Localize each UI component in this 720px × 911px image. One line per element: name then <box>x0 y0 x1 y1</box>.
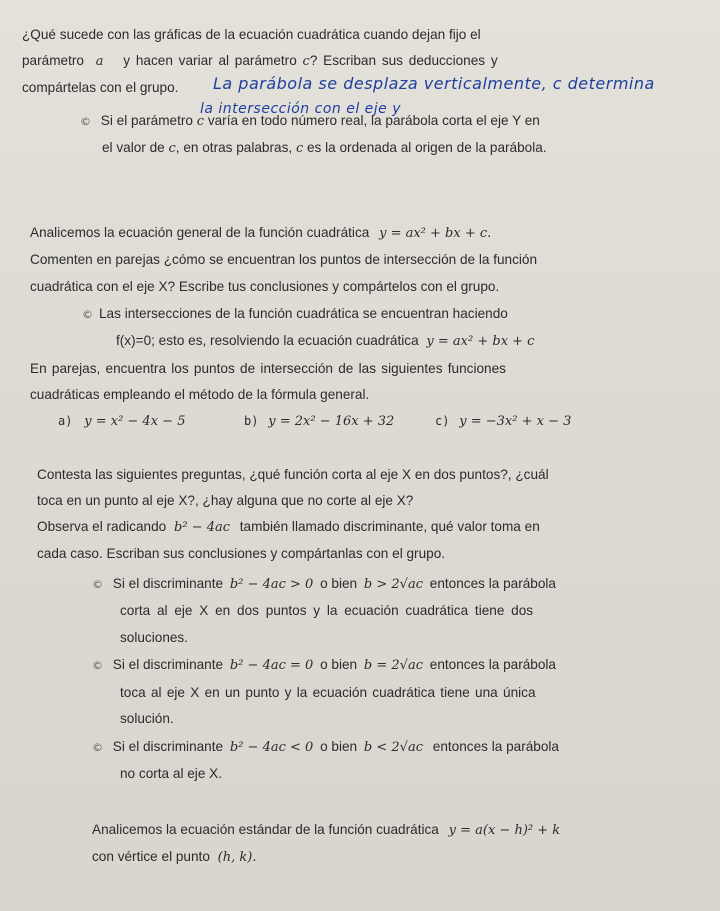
copyright-bullet-icon: © <box>80 115 91 128</box>
bullet-discriminant-negative-line-2: no corta al eje X. <box>120 766 223 781</box>
bullet-discriminant-zero-line-3: solución. <box>120 711 174 726</box>
bullet-intersections-line-2: f(x)=0; esto es, resolviendo la ecuación cuadrática y = ax² + bx + c <box>116 333 535 349</box>
pairs-instruction-line-1: En parejas, encuentra los puntos de intersección de las siguientes funciones <box>30 361 506 376</box>
handwritten-answer-line-2: la intersección con el eje y <box>200 101 402 117</box>
standard-equation-vertex: con vértice el punto (h, k). <box>92 849 257 865</box>
bullet-discriminant-zero-line-2: toca al eje X en un punto y la ecuación cuadrática tiene una única <box>120 685 536 700</box>
question-1-line-1: ¿Qué sucede con las gráficas de la ecuación cuadrática cuando dejan fijo el <box>22 27 481 42</box>
bullet-discriminant-positive-line-2: corta al eje X en dos puntos y la ecuación cuadrática tiene dos <box>120 603 534 618</box>
bullet-parameter-c-line-2: el valor de c, en otras palabras, c es la ordenada al origen de la parábola. <box>102 140 547 156</box>
copyright-bullet-icon: © <box>92 741 103 754</box>
question-1-line-2: parámetro a y hacen variar al parámetro c? Escriban sus deducciones y <box>22 53 498 69</box>
bullet-intersections-line-1: © Las intersecciones de la función cuadrática se encuentran haciendo <box>82 306 508 321</box>
pairs-question-line-1: Comenten en parejas ¿cómo se encuentran los puntos de intersección de la función <box>30 252 538 267</box>
discriminant-intro-line-1: Observa el radicando b² − 4ac también llamado discriminante, qué valor toma en <box>37 519 540 535</box>
handwritten-answer-line-1: La parábola se desplaza verticalmente, c determina <box>213 74 655 93</box>
pairs-instruction-line-2: cuadráticas empleando el método de la fórmula general. <box>30 387 370 402</box>
bullet-discriminant-negative-line-1: © Si el discriminante b² − 4ac < 0 o bien b < 2√ac entonces la parábola <box>92 739 559 755</box>
standard-equation-heading: Analicemos la ecuación estándar de la función cuadrática y = a(x − h)² + k <box>92 822 561 838</box>
questions-line-1: Contesta las siguientes preguntas, ¿qué función corta al eje X en dos puntos?, ¿cuál <box>37 467 549 482</box>
questions-line-2: toca en un punto al eje X?, ¿hay alguna que no corte al eje X? <box>37 493 414 508</box>
discriminant-intro-line-2: cada caso. Escriban sus conclusiones y compártanlas con el grupo. <box>37 546 446 561</box>
copyright-bullet-icon: © <box>82 308 93 321</box>
general-equation-heading: Analicemos la ecuación general de la función cuadrática y = ax² + bx + c. <box>30 225 492 241</box>
exercise-option-c: c) y = −3x² + x − 3 <box>435 414 572 429</box>
question-1-line-3: compártelas con el grupo. <box>22 80 179 95</box>
bullet-parameter-c-line-1: © Si el parámetro c varía en todo número real, la parábola corta el eje Y en <box>80 113 540 129</box>
bullet-discriminant-positive-line-1: © Si el discriminante b² − 4ac > 0 o bien b > 2√ac entonces la parábola <box>92 576 556 592</box>
exercise-option-a: a) y = x² − 4x − 5 <box>58 414 186 429</box>
bullet-discriminant-zero-line-1: © Si el discriminante b² − 4ac = 0 o bien b = 2√ac entonces la parábola <box>92 657 556 673</box>
pairs-question-line-2: cuadrática con el eje X? Escribe tus conclusiones y compártelos con el grupo. <box>30 279 500 294</box>
exercise-option-b: b) y = 2x² − 16x + 32 <box>244 414 395 429</box>
copyright-bullet-icon: © <box>92 659 103 672</box>
copyright-bullet-icon: © <box>92 578 103 591</box>
bullet-discriminant-positive-line-3: soluciones. <box>120 630 189 645</box>
